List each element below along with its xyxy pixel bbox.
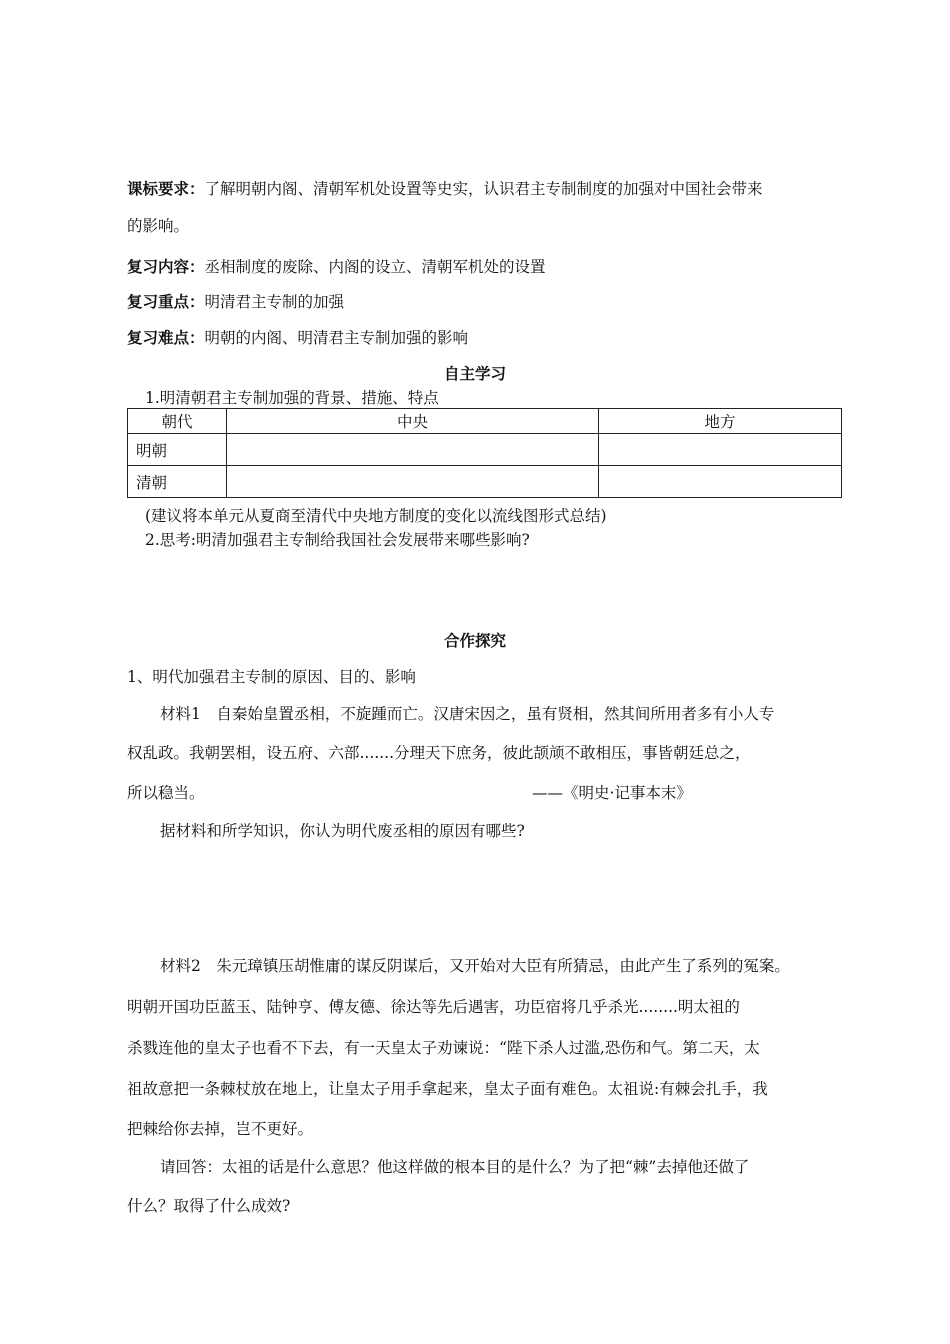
column-header-dynasty: 朝代 <box>128 409 227 434</box>
label-colon: ： <box>189 329 205 347</box>
review-content-text: 丞相制度的废除、内阁的设立、清朝军机处的设置 <box>204 258 546 276</box>
summary-note: (建议将本单元从夏商至清代中央地方制度的变化以流线图形式总结) <box>145 507 607 525</box>
review-difficulties <box>127 326 468 348</box>
material-1-line: 权乱政。我朝罢相，设五府、六部.......分理天下庶务，彼此颉颃不敢相压，事皆朝廷总之， <box>127 744 751 762</box>
review-content-label: 复习内容 <box>127 258 190 276</box>
review-key-points-text: 明清君主专制的加强 <box>204 293 345 311</box>
table-cell-dynasty: 清朝 <box>128 466 227 498</box>
table-cell-central <box>227 434 599 466</box>
material-2-line: 把棘给你去掉，岂不更好。 <box>127 1120 314 1138</box>
curriculum-requirement-label: 课标要求 <box>127 180 190 198</box>
column-header-central: 中央 <box>227 409 599 434</box>
curriculum-requirement <box>127 177 763 199</box>
cooperation-heading: 合作探究 <box>443 632 506 650</box>
material-2-line: 祖故意把一条棘杖放在地上，让皇太子用手拿起来，皇太子面有难色。太祖说:有棘会扎手，我 <box>127 1080 768 1098</box>
curriculum-requirement-text: 了解明朝内阁、清朝军机处设置等史实，认识君主专制制度的加强对中国社会带来 <box>204 180 763 198</box>
label-colon: ： <box>189 258 205 276</box>
label-colon: ： <box>189 180 205 198</box>
material-1-line: 所以稳当。 <box>127 784 205 802</box>
label-colon: ： <box>189 293 205 311</box>
table-cell-local <box>599 434 842 466</box>
material-1-source: ——《明史·记事本末》 <box>532 784 692 802</box>
review-key-points-label: 复习重点 <box>127 293 190 311</box>
table-header-row <box>128 409 842 434</box>
curriculum-requirement-continued: 的影响。 <box>127 217 190 235</box>
question-2-line: 什么？取得了什么成效? <box>127 1197 291 1215</box>
review-difficulties-text: 明朝的内阁、明清君主专制加强的影响 <box>204 329 469 347</box>
review-content <box>127 255 546 277</box>
table-row <box>128 466 842 498</box>
review-key-points <box>127 290 344 312</box>
self-study-question-1: 1.明清朝君主专制加强的背景、措施、特点 <box>145 389 439 407</box>
material-1-line: 材料1 自秦始皇置丞相，不旋踵而亡。汉唐宋因之，虽有贤相，然其间所用者多有小人专 <box>160 705 775 723</box>
material-2-line: 杀戮连他的皇太子也看不下去，有一天皇太子劝谏说：“陛下杀人过滥,恐伤和气。第二天，太 <box>127 1039 760 1057</box>
question-1: 据材料和所学知识，你认为明代废丞相的原因有哪些? <box>160 822 525 840</box>
self-study-heading: 自主学习 <box>443 365 506 383</box>
question-2-line: 请回答：太祖的话是什么意思？他这样做的根本目的是什么？为了把“棘”去掉他还做了 <box>160 1158 750 1176</box>
dynasty-table <box>127 408 842 498</box>
table-cell-dynasty: 明朝 <box>128 434 227 466</box>
table-row <box>128 434 842 466</box>
material-2-line: 明朝开国功臣蓝玉、陆钟亨、傅友德、徐达等先后遇害，功臣宿将几乎杀光........明太祖的 <box>127 998 740 1016</box>
table-cell-central <box>227 466 599 498</box>
cooperation-topic: 1、明代加强君主专制的原因、目的、影响 <box>127 668 416 686</box>
column-header-local: 地方 <box>599 409 842 434</box>
material-2-line: 材料2 朱元璋镇压胡惟庸的谋反阴谋后，又开始对大臣有所猜忌，由此产生了系列的冤案。 <box>160 957 790 975</box>
self-study-question-2: 2.思考:明清加强君主专制给我国社会发展带来哪些影响? <box>145 531 530 549</box>
table-cell-local <box>599 466 842 498</box>
review-difficulties-label: 复习难点 <box>127 329 190 347</box>
